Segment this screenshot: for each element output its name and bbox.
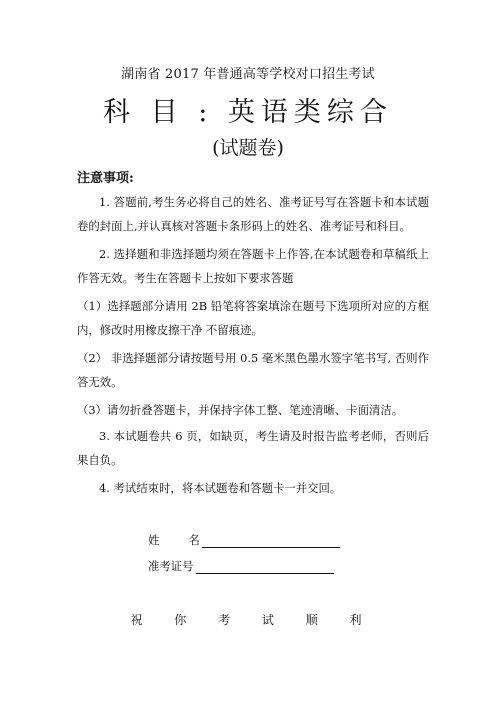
name-label: 姓 名 [148,533,200,547]
notice-item-2: 2. 选择题和非选择题均须在答题卡上作答,在本试题卷和草稿纸上作答无效。考生在答题卡上按如下要求答题 [77,247,429,285]
notice-item-4: 4. 考试结束时，将本试题卷和答题卡一并交回。 [99,481,342,495]
notice-item-1: 1. 答题前,考生务必将自己的姓名、准考证号写在答题卡和本试题卷的封面上,并认真核对答题卡条形码上的姓名、准考证号和科目。 [77,195,429,233]
notice-item-3: 3. 本试题卷共 6 页，如缺页，考生请及时报告监考老师，否则后果自负。 [77,429,429,467]
notice-subitem-3: （3）请勿折叠答题卡，并保持字体工整、笔迹清晰、卡面清洁。 [77,403,404,417]
exam-id-field [148,558,334,574]
name-blank-line[interactable] [202,534,340,548]
exam-id-label: 准考证号 [148,559,194,573]
notice-heading: 注意事项: [77,171,134,186]
notice-subitem-1: （1）选择题部分请用 2B 铅笔将答案填涂在题号下选项所对应的方框内，修改时用橡皮擦干净 不留痕迹。 [77,299,429,337]
exam-title: 湖南省 2017 年普通高等学校对口招生考试 [121,67,375,82]
paper-type-label: (试题卷) [212,137,284,159]
exam-id-blank-line[interactable] [196,560,334,574]
blessing-text: 祝 你 考 试 顺 利 [130,613,376,627]
subject-title: 科 目 : 英语类综合 [103,97,393,128]
notice-subitem-2: （2） 非选择题部分请按题号用 0.5 毫米黑色墨水签字笔书写, 否则作答无效。 [77,351,429,389]
name-field [148,532,340,548]
